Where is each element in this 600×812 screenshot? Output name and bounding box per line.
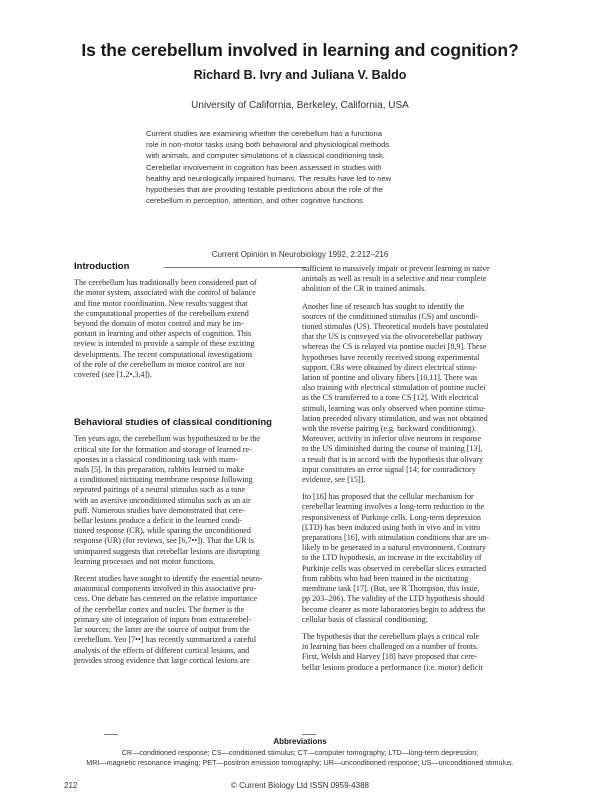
text-line: as the CS transferred to a tone CS [12]. With electrical — [302, 393, 479, 403]
abbreviations-line: MRI—magnetic resonance imaging; PET—positron emission tomography; UR—unconditioned response; US—unconditioned stimulus. — [86, 758, 514, 767]
text-line: a result that is in accord with the hypothesis that olivary — [302, 454, 484, 464]
text-line: The cerebellum has traditionally been considered part of — [74, 278, 257, 288]
text-line: cerebellar learning involves a long-term reduction in the — [302, 502, 485, 512]
author-affiliation: University of California, Berkeley, California, USA — [191, 100, 409, 111]
text-line: covered (see [1,2•,3,4]). — [74, 370, 152, 380]
text-line: the computational properties of the cerebellum extend — [74, 308, 249, 318]
abstract-line: Current studies are examining whether the cerebellum has a functiona — [146, 129, 382, 138]
abstract-line: healthy and neurologically impaired humans. The results have led to new — [146, 173, 392, 183]
right-paragraph-2 — [302, 302, 534, 486]
abstract-line: hypotheses that are providing testable predictions about the role of the — [146, 185, 383, 195]
text-line: primary site of integration of inputs from extracerebel- — [74, 614, 252, 624]
text-line: Moreover, activity in inferior olive neurons in response — [302, 434, 482, 444]
text-line: become clearer as more laboratories begin to address the — [302, 604, 486, 614]
text-line: Another line of research has sought to identify the — [302, 301, 465, 311]
publisher-text: © Current Biology Ltd ISSN 0959-4388 — [231, 781, 369, 790]
publisher-line — [0, 781, 600, 790]
text-line: bellar lesions produce a deficit in the learned condi- — [74, 516, 243, 526]
abstract — [146, 128, 466, 206]
text-line: responsiveness of Purkinje cells. Long-term depression — [302, 512, 481, 522]
text-line: response (UR) (for reviews, see [6,7••]). That the UR is — [74, 536, 254, 546]
text-line: repeated pairings of a neutral stimulus such as a tone — [74, 485, 246, 495]
text-line: beyond the domain of motor control and may be im- — [74, 319, 244, 329]
text-line: pp 203–206). The validity of the LTD hypothesis should — [302, 594, 485, 604]
text-line: that the US is conveyed via the olivocerebellar pathway — [302, 332, 483, 342]
text-line: sources of the conditioned stimulus (CS) and uncondi- — [302, 311, 479, 321]
abstract-line: role in non-motor tasks using both behavioral and physiological methods — [146, 140, 390, 150]
text-line: with the reverse pairing (e.g. backward conditioning). — [302, 424, 477, 434]
text-line: unimpaired suggests that cerebellar lesions are disrupting — [74, 546, 260, 556]
text-line: whereas the CS is relayed via pontine nuclei [8,9]. These — [302, 342, 487, 352]
text-line: portant in learning and other aspects of cognition. This — [74, 329, 252, 339]
section-heading-introduction — [74, 262, 306, 272]
text-line: from rabbits who had been trained in the nictitating — [302, 573, 469, 583]
text-line: critical site for the formation and storage of learned re- — [74, 444, 252, 454]
text-line: analysis of the effects of different cortical lesions, and — [74, 645, 250, 655]
text-line: hypotheses have recently received strong experimental — [302, 352, 480, 362]
paper-authors: Richard B. Ivry and Juliana V. Baldo — [193, 68, 407, 82]
right-paragraph-4 — [302, 632, 534, 673]
text-line: learning processes and not motor functions. — [74, 556, 216, 566]
abstract-line: Cerebellar involvement in cognition has been assessed in studies with — [146, 162, 382, 172]
text-line: developments. The recent computational investigations — [74, 349, 253, 359]
text-line: review is intended to provide a sample of these exciting — [74, 339, 255, 349]
text-line: Purkinje cells was observed in cerebellar slices extracted — [302, 563, 487, 573]
text-line: stimuli, learning was only observed when pontine stimu- — [302, 403, 486, 413]
journal-citation: Current Opinion in Neurobiology 1992, 2:212–216 — [211, 250, 389, 259]
abstract-line: with animals, and computer simulations of a classical conditioning task. — [146, 151, 385, 161]
text-line: input constitutes an error signal [14; for contradictory — [302, 464, 476, 474]
abbreviations-rule-left — [104, 734, 118, 735]
text-line: in learning has been challenged on a number of fronts. — [302, 642, 479, 652]
text-line: anatomical components involved in this associative pro- — [74, 584, 257, 594]
text-line: and fine motor coordination. New results suggest that — [74, 298, 248, 308]
text-line: tioned response (CR), while sparing the unconditioned — [74, 526, 251, 536]
section-heading-behavioral — [74, 418, 306, 428]
text-line: preparations [16], with stimulation conditions that are un- — [302, 533, 490, 543]
heading-rule — [164, 267, 306, 268]
text-line: cerebellum. Yeo [7••] has recently summarized a careful — [74, 635, 257, 645]
text-line: tioned stimulus (US). Theoretical models have postulated — [302, 322, 489, 332]
text-line: The hypothesis that the cerebellum plays a critical role — [302, 631, 480, 641]
text-line: to the US diminished during the course of training [13], — [302, 444, 483, 454]
text-line: animals as well as result in a selective and near complete — [302, 274, 487, 284]
text-line: abolition of the CR in trained animals. — [302, 284, 427, 294]
page-number: 212 — [64, 781, 78, 790]
left-column — [74, 262, 306, 673]
text-line: support. CRs were obtained by direct electrical stimu- — [302, 362, 477, 372]
text-line: a conditioned nictitating membrane response following — [74, 475, 253, 485]
abbreviations-heading: Abbreviations — [273, 737, 327, 746]
text-line: of the cerebellar cortex and nuclei. The former is the — [74, 604, 245, 614]
section-heading-text: Introduction — [74, 261, 130, 272]
text-line: of the role of the cerebellum in motor control are not — [74, 359, 245, 369]
behavioral-paragraph-2 — [74, 574, 306, 666]
text-line: with an aversive unconditioned stimulus such as an air — [74, 495, 251, 505]
text-line: bellar lesions produce a performance (i.e. motor) deficit — [302, 662, 483, 672]
text-line: Ito [16] has proposed that the cellular mechanism for — [302, 492, 474, 502]
abbreviations-rule-right — [302, 734, 316, 735]
right-paragraph-1 — [302, 264, 534, 295]
text-line: provides strong evidence that large cortical lesions are — [74, 655, 250, 665]
text-line: sponses in a classical conditioning task with mam- — [74, 454, 238, 464]
behavioral-paragraph-1 — [74, 434, 306, 567]
section-heading-text: Behavioral studies of classical conditioning — [74, 417, 272, 429]
text-line: membrane task [17]. (But, see R Thompson, this issue, — [302, 584, 480, 594]
text-line: Ten years ago, the cerebellum was hypothesized to be the — [74, 434, 260, 444]
text-line: lar sources; the latter are the source of output from the — [74, 625, 250, 635]
abbreviations-box — [66, 737, 534, 768]
text-line: puff. Numerous studies have demonstrated that cere- — [74, 505, 245, 515]
paper-title: Is the cerebellum involved in learning and cognition? — [81, 40, 519, 60]
right-paragraph-3 — [302, 492, 534, 625]
text-line: to the LTD hypothesis, an increase in the excitability of — [302, 553, 482, 563]
text-line: Recent studies have sought to identify the essential neuro- — [74, 574, 263, 584]
text-line: (LTD) has been induced using both in vivo and in vitro — [302, 522, 481, 532]
text-line: sufficient to massively impair or prevent learning in naive — [302, 264, 490, 273]
text-line: likely to be generated in a natural environment. Contrary — [302, 543, 487, 553]
right-column — [302, 264, 534, 680]
text-line: cess. One debate has centered on the relative importance — [74, 594, 258, 604]
abstract-line: cerebellum in perception, attention, and other cognitive functions — [146, 196, 363, 206]
text-line: evidence, see [15]]. — [302, 475, 366, 485]
text-line: also training with electrical stimulation of pontine nuclei — [302, 383, 486, 393]
text-line: lation preceded olivary stimulation, and was not obtained — [302, 413, 488, 423]
text-line: cellular basis of classical conditioning. — [302, 614, 428, 624]
text-line: the motor system, associated with the control of balance — [74, 288, 256, 298]
abbreviations-line: CR—conditioned response; CS—conditioned stimulus; CT—computer tomography; LTD—long-term depression; — [121, 748, 479, 757]
text-line: First, Welsh and Harvey [18] have proposed that cere- — [302, 652, 478, 662]
intro-paragraph — [74, 278, 306, 380]
text-line: lation of pontine and olivary fibers [10,11]. There was — [302, 373, 478, 383]
text-line: mals [5]. In this preparation, rabbits learned to make — [74, 465, 244, 475]
